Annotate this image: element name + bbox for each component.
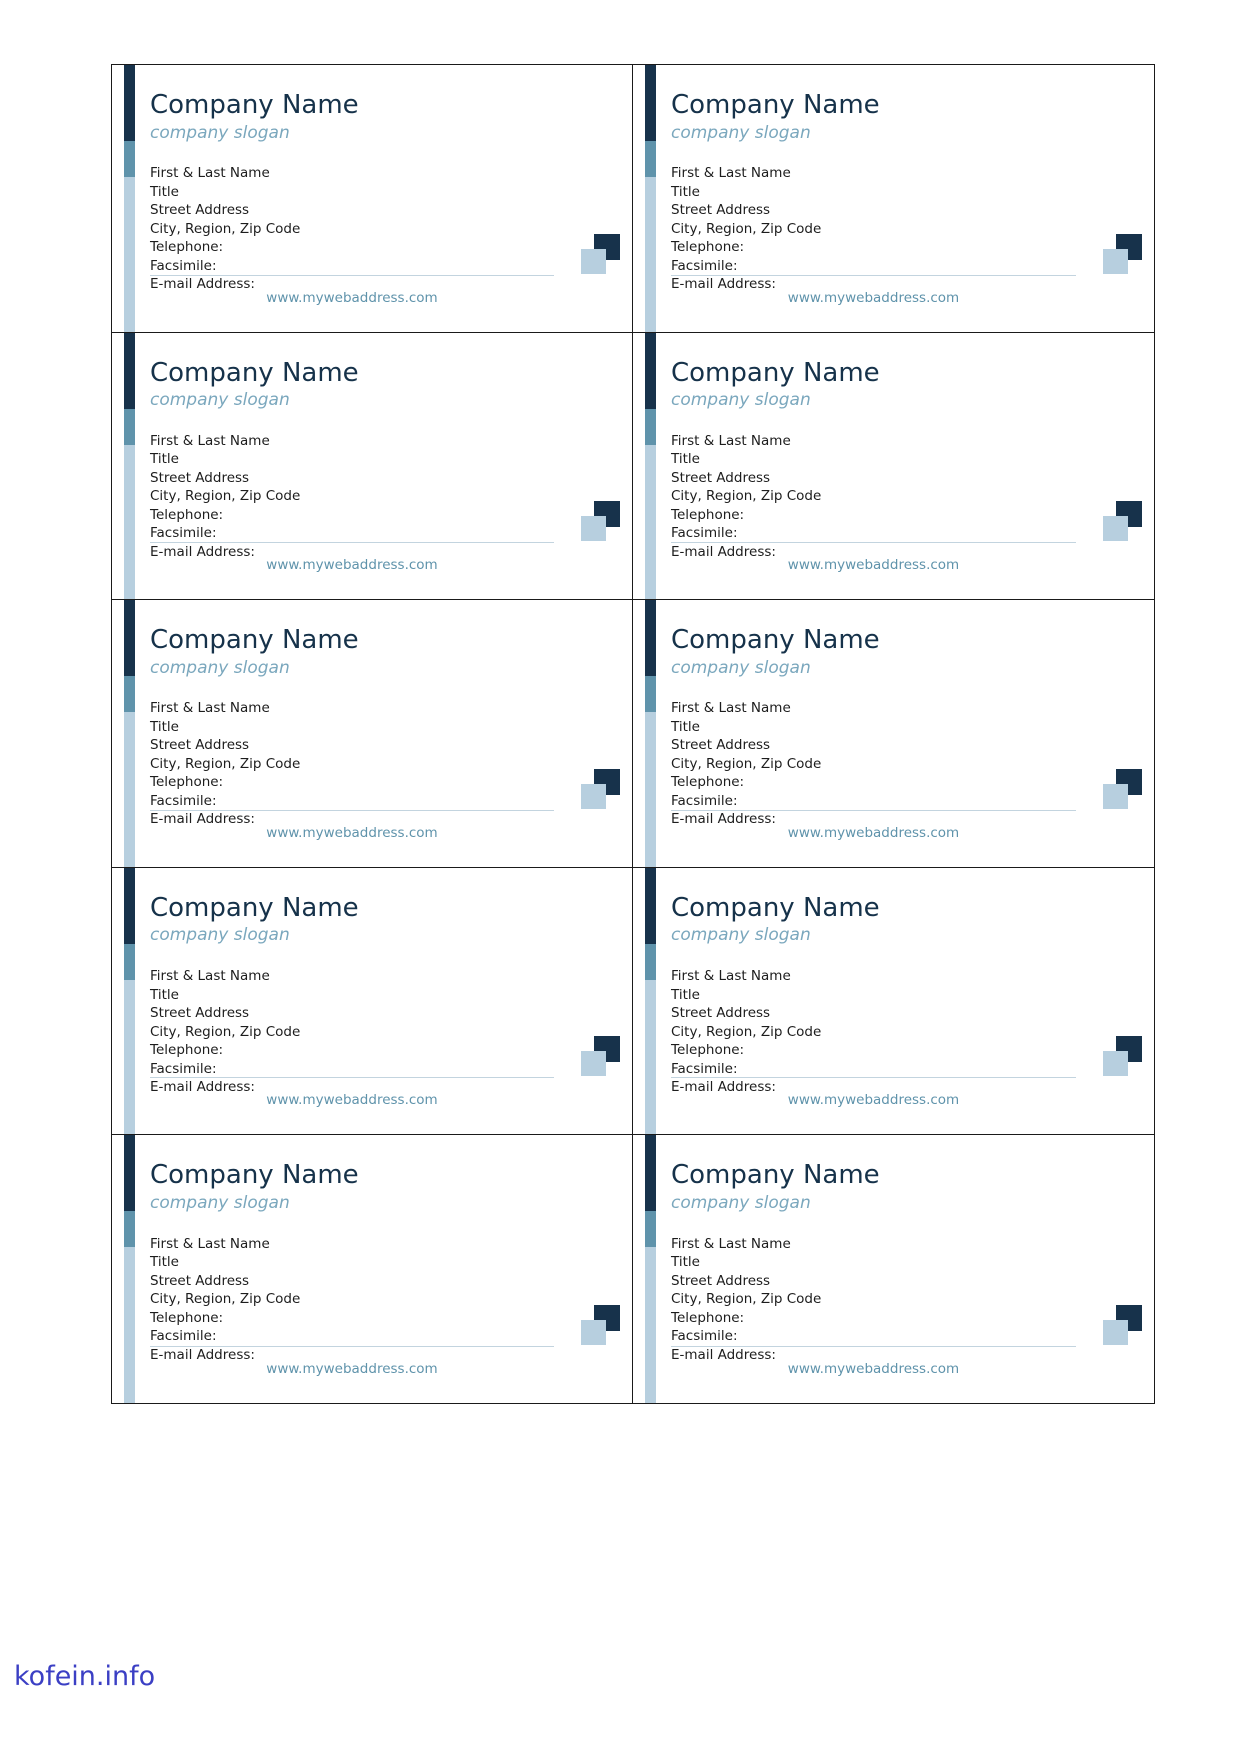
contact-line-street: Street Address: [671, 469, 771, 486]
contact-line-street: Street Address: [150, 202, 250, 219]
square-light-icon: [1103, 1320, 1128, 1345]
contact-line-telephone: Telephone:: [671, 1042, 745, 1059]
contact-line-telephone: Telephone:: [671, 1309, 745, 1326]
contact-line-facsimile: Facsimile:: [150, 257, 217, 274]
contact-line-email: E-mail Address:: [150, 276, 255, 293]
website-url[interactable]: www.mywebaddress.com: [266, 289, 438, 306]
accent-bar-light: [124, 445, 135, 601]
square-light-icon: [581, 249, 606, 274]
contact-line-city: City, Region, Zip Code: [671, 220, 822, 237]
company-slogan: company slogan: [150, 390, 290, 411]
contact-line-street: Street Address: [150, 1005, 250, 1022]
contact-line-city: City, Region, Zip Code: [150, 220, 301, 237]
contact-line-name: First & Last Name: [150, 1235, 270, 1252]
contact-line-telephone: Telephone:: [150, 1309, 224, 1326]
contact-line-city: City, Region, Zip Code: [150, 1291, 301, 1308]
business-card[interactable]: [633, 600, 1154, 868]
accent-bar-mid: [124, 944, 135, 980]
company-name: Company Name: [671, 1160, 880, 1191]
contact-line-title: Title: [671, 451, 700, 468]
divider: [150, 810, 554, 811]
accent-bar-light: [645, 177, 656, 333]
contact-line-email: E-mail Address:: [150, 543, 255, 560]
accent-bar-light: [645, 980, 656, 1136]
website-url[interactable]: www.mywebaddress.com: [266, 1361, 438, 1377]
contact-line-name: First & Last Name: [671, 165, 791, 182]
company-slogan: company slogan: [150, 925, 290, 946]
business-card[interactable]: [112, 65, 633, 333]
company-slogan: company slogan: [150, 1192, 290, 1213]
contact-line-facsimile: Facsimile:: [671, 792, 738, 809]
divider: [150, 1346, 554, 1347]
website-url[interactable]: www.mywebaddress.com: [266, 557, 438, 574]
card-content: [150, 626, 616, 857]
business-card[interactable]: [112, 868, 633, 1136]
square-light-icon: [581, 1051, 606, 1076]
accent-bar-light: [124, 980, 135, 1136]
contact-line-city: City, Region, Zip Code: [150, 488, 301, 505]
divider: [671, 1077, 1076, 1078]
accent-bar-mid: [645, 409, 656, 445]
card-content: [671, 626, 1138, 857]
website-url[interactable]: www.mywebaddress.com: [266, 824, 438, 841]
square-light-icon: [1103, 516, 1128, 541]
watermark: kofein.info: [14, 1661, 156, 1692]
contact-line-title: Title: [150, 183, 179, 200]
company-name: Company Name: [671, 625, 880, 656]
accent-bar-light: [645, 712, 656, 868]
contact-line-street: Street Address: [671, 202, 771, 219]
contact-line-telephone: Telephone:: [150, 506, 224, 523]
accent-bar-light: [645, 1247, 656, 1403]
contact-line-name: First & Last Name: [150, 432, 270, 449]
contact-line-name: First & Last Name: [671, 432, 791, 449]
contact-line-title: Title: [150, 986, 179, 1003]
contact-line-name: First & Last Name: [150, 968, 270, 985]
company-name: Company Name: [150, 90, 359, 120]
contact-line-facsimile: Facsimile:: [150, 525, 217, 542]
company-slogan: company slogan: [671, 657, 811, 678]
contact-line-city: City, Region, Zip Code: [671, 1023, 822, 1040]
divider: [150, 275, 554, 276]
company-name: Company Name: [150, 625, 359, 656]
website-url[interactable]: www.mywebaddress.com: [787, 824, 960, 841]
contact-line-title: Title: [150, 1254, 179, 1271]
contact-line-telephone: Telephone:: [671, 239, 745, 256]
contact-line-city: City, Region, Zip Code: [150, 1023, 301, 1040]
contact-line-name: First & Last Name: [671, 968, 791, 985]
contact-line-email: E-mail Address:: [150, 1346, 255, 1363]
divider: [671, 1346, 1076, 1347]
accent-bar-light: [124, 712, 135, 868]
divider: [671, 542, 1076, 543]
card-content: [150, 359, 616, 590]
contact-line-city: City, Region, Zip Code: [671, 755, 822, 772]
website-url[interactable]: www.mywebaddress.com: [787, 1361, 960, 1377]
contact-line-email: E-mail Address:: [671, 811, 776, 828]
contact-line-telephone: Telephone:: [671, 774, 745, 791]
contact-line-name: First & Last Name: [671, 700, 791, 717]
company-name: Company Name: [150, 1160, 359, 1191]
contact-line-street: Street Address: [671, 737, 771, 754]
contact-line-email: E-mail Address:: [671, 276, 776, 293]
divider: [150, 1077, 554, 1078]
contact-block: [150, 1235, 616, 1364]
card-content: [150, 91, 616, 322]
company-name: Company Name: [150, 892, 359, 923]
accent-bar-mid: [645, 944, 656, 980]
contact-line-name: First & Last Name: [150, 165, 270, 182]
contact-line-street: Street Address: [150, 469, 250, 486]
card-content: [671, 1161, 1138, 1393]
contact-line-facsimile: Facsimile:: [671, 1060, 738, 1077]
business-card[interactable]: [112, 1135, 633, 1403]
business-card[interactable]: [633, 1135, 1154, 1403]
contact-line-facsimile: Facsimile:: [150, 1328, 217, 1345]
divider: [150, 542, 554, 543]
accent-bar-mid: [645, 676, 656, 712]
contact-line-title: Title: [671, 986, 700, 1003]
business-card-sheet: [111, 64, 1155, 1404]
contact-line-title: Title: [671, 718, 700, 735]
company-name: Company Name: [671, 90, 880, 120]
square-light-icon: [1103, 1051, 1128, 1076]
contact-line-street: Street Address: [150, 737, 250, 754]
contact-line-facsimile: Facsimile:: [150, 1060, 217, 1077]
contact-line-city: City, Region, Zip Code: [671, 1291, 822, 1308]
contact-line-telephone: Telephone:: [671, 506, 745, 523]
contact-block: [671, 1235, 1138, 1364]
business-card[interactable]: [633, 333, 1154, 601]
company-name: Company Name: [671, 892, 880, 923]
contact-line-facsimile: Facsimile:: [671, 525, 738, 542]
company-slogan: company slogan: [671, 1192, 811, 1213]
contact-line-email: E-mail Address:: [671, 543, 776, 560]
company-slogan: company slogan: [671, 925, 811, 946]
contact-line-street: Street Address: [671, 1005, 771, 1022]
contact-line-facsimile: Facsimile:: [671, 1328, 738, 1345]
accent-bar-light: [645, 445, 656, 601]
company-slogan: company slogan: [671, 122, 811, 143]
contact-line-title: Title: [671, 183, 700, 200]
business-card[interactable]: [633, 868, 1154, 1136]
contact-line-telephone: Telephone:: [150, 239, 224, 256]
accent-bar-mid: [124, 676, 135, 712]
contact-line-name: First & Last Name: [671, 1235, 791, 1252]
contact-line-facsimile: Facsimile:: [150, 792, 217, 809]
accent-bar-mid: [645, 1211, 656, 1247]
card-content: [150, 894, 616, 1125]
contact-line-facsimile: Facsimile:: [671, 257, 738, 274]
square-light-icon: [1103, 784, 1128, 809]
accent-bar-mid: [124, 1211, 135, 1247]
card-content: [671, 894, 1138, 1125]
accent-bar-mid: [645, 141, 656, 177]
contact-line-email: E-mail Address:: [671, 1078, 776, 1095]
contact-line-title: Title: [150, 718, 179, 735]
website-url[interactable]: www.mywebaddress.com: [787, 1092, 960, 1109]
divider: [671, 275, 1076, 276]
company-name: Company Name: [671, 357, 880, 388]
accent-bar-mid: [124, 141, 135, 177]
square-light-icon: [581, 1320, 606, 1345]
business-card[interactable]: [112, 600, 633, 868]
company-slogan: company slogan: [150, 657, 290, 678]
website-url[interactable]: www.mywebaddress.com: [787, 557, 960, 574]
card-content: [671, 91, 1138, 322]
contact-line-email: E-mail Address:: [671, 1346, 776, 1363]
contact-line-street: Street Address: [150, 1272, 250, 1289]
contact-line-title: Title: [150, 451, 179, 468]
card-content: [671, 359, 1138, 590]
divider: [671, 810, 1076, 811]
contact-line-email: E-mail Address:: [150, 811, 255, 828]
square-light-icon: [1103, 249, 1128, 274]
contact-line-city: City, Region, Zip Code: [150, 755, 301, 772]
contact-line-title: Title: [671, 1254, 700, 1271]
accent-bar-light: [124, 1247, 135, 1403]
business-card[interactable]: [633, 65, 1154, 333]
contact-line-street: Street Address: [671, 1272, 771, 1289]
contact-line-name: First & Last Name: [150, 700, 270, 717]
company-slogan: company slogan: [150, 122, 290, 143]
contact-line-email: E-mail Address:: [150, 1078, 255, 1095]
card-content: [150, 1161, 616, 1393]
contact-line-city: City, Region, Zip Code: [671, 488, 822, 505]
square-light-icon: [581, 784, 606, 809]
square-light-icon: [581, 516, 606, 541]
business-card[interactable]: [112, 333, 633, 601]
accent-bar-light: [124, 177, 135, 333]
website-url[interactable]: www.mywebaddress.com: [787, 289, 960, 306]
company-name: Company Name: [150, 357, 359, 388]
contact-line-telephone: Telephone:: [150, 774, 224, 791]
website-url[interactable]: www.mywebaddress.com: [266, 1092, 438, 1109]
company-slogan: company slogan: [671, 390, 811, 411]
accent-bar-mid: [124, 409, 135, 445]
contact-line-telephone: Telephone:: [150, 1042, 224, 1059]
